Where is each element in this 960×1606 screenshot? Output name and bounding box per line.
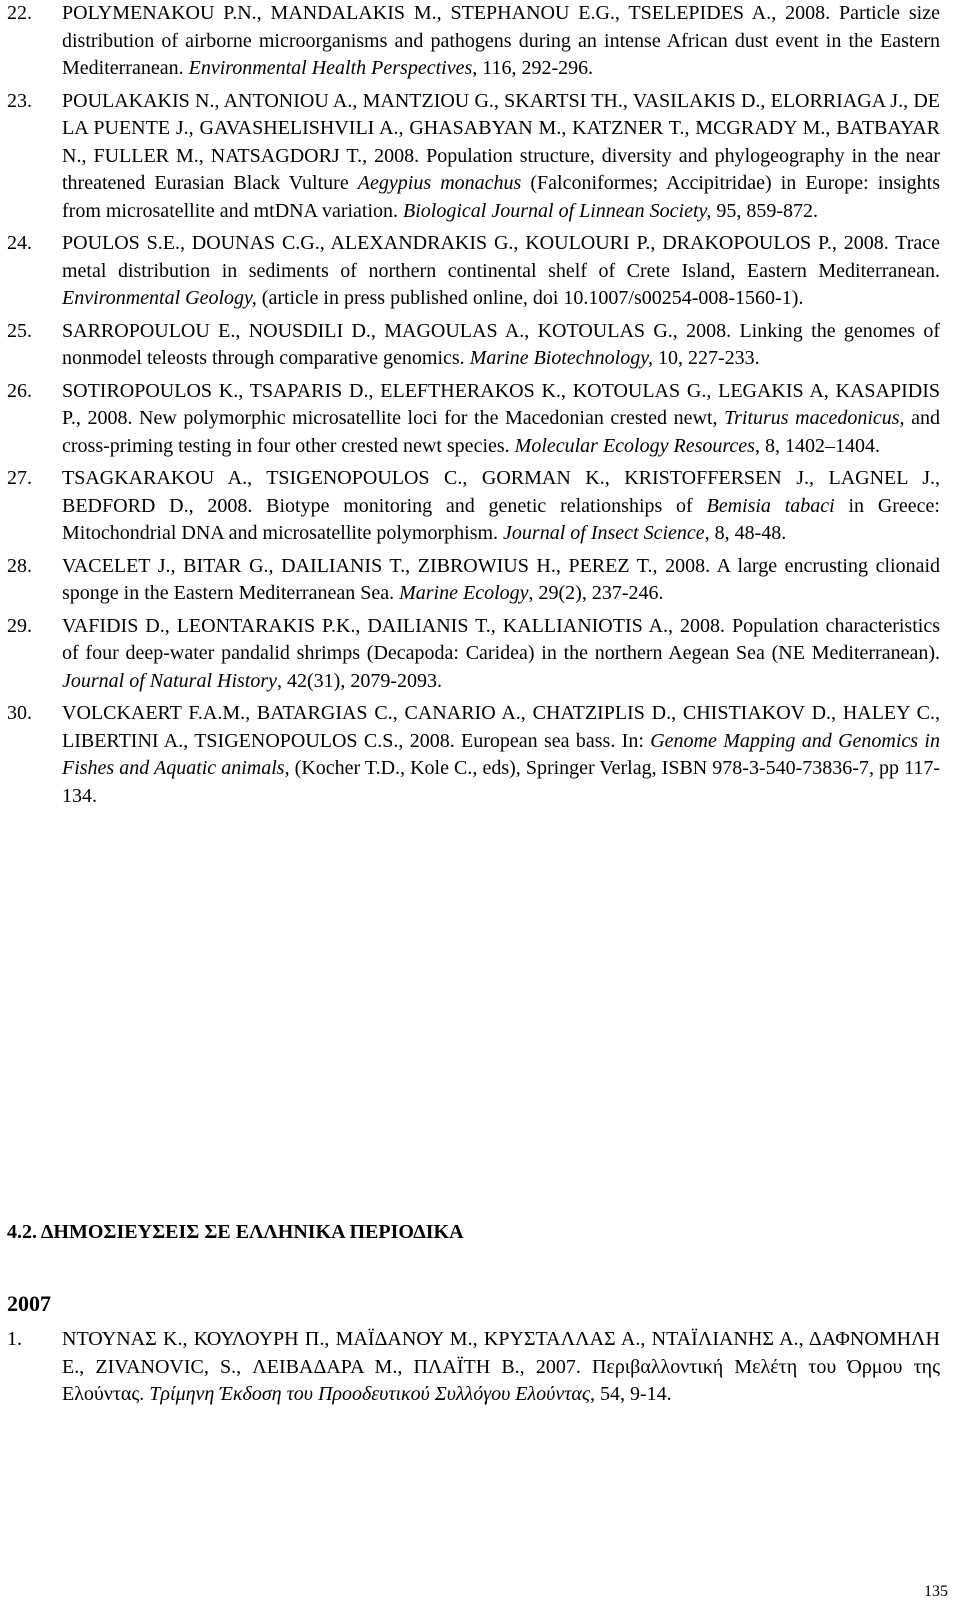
greek-reference-list — [7, 1326, 940, 1414]
reference-text-part: ΝΤΟΥΝΑΣ Κ., ΚΟΥΛΟΥΡΗ Π., ΜΑΪΔΑΝΟΥ Μ., ΚΡΥΣΤΑΛΛΑΣ Α., ΝΤΑΪΛΙΑΝΗΣ Α., ΔΑΦΝΟΜΗΛΗ Ε., ZIVANOVIC, S., ΛΕΙΒΑΔΑΡΑ Μ., ΠΛΑΪΤΗ Β., 2007. Περιβαλλοντική Μελέτη του Όρμου της Ελούντας. — [62, 1328, 940, 1405]
reference-text-part: VACELET J., BITAR G., DAILIANIS T., ZIBROWIUS H., PEREZ T., 2008. A large encrusting clionaid sponge in the Eastern Mediterranean Sea. — [62, 554, 940, 604]
reference-text-part: , and cross-priming testing in four other crested newt species. — [62, 407, 940, 457]
reference-text-part: VOLCKAERT F.A.M., BATARGIAS C., CANARIO A., CHATZIPLIS D., CHISTIAKOV D., HALEY C., LIBERTINI A., TSIGENOPOULOS C.S., 2008. European sea bass. In: — [62, 702, 940, 752]
reference-text-part: VAFIDIS D., LEONTARAKIS P.K., DAILIANIS T., KALLIANIOTIS A., 2008. Population characteristics of four deep-water pandalid shrimps (Decapoda: Caridea) in the northern Aegean Sea (NE Mediterranean). — [62, 614, 940, 664]
reference-italic-text: Τρίμηνη Έκδοση του Προοδευτικού Συλλόγου Ελούντας — [149, 1383, 590, 1405]
reference-item — [7, 0, 940, 83]
reference-text — [62, 88, 940, 226]
reference-text — [62, 553, 940, 608]
reference-number: 30. — [7, 702, 32, 724]
reference-italic-text: Marine Ecology — [399, 582, 529, 604]
reference-text — [62, 230, 940, 313]
reference-text — [62, 0, 940, 83]
section-heading: 4.2. ΔΗΜΟΣΙΕΥΣΕΙΣ ΣΕ ΕΛΛΗΝΙΚΑ ΠΕΡΙΟΔΙΚΑ — [7, 1221, 464, 1243]
reference-italic-text: Biological Journal of Linnean Society, — [403, 199, 712, 222]
reference-italic-text: Triturus macedonicus — [724, 407, 900, 429]
reference-text-part: SOTIROPOULOS K., TSAPARIS D., ELEFTHERAKOS K., KOTOULAS G., LEGAKIS A, KASAPIDIS P., 2008. New polymorphic microsatellite loci for the Macedonian crested newt, — [62, 379, 940, 429]
reference-text-part: , 29(2), 237-246. — [528, 582, 664, 604]
page-number: 135 — [924, 1583, 948, 1600]
reference-text-part: SARROPOULOU E., NOUSDILI D., MAGOULAS A., KOTOULAS G., 2008. Linking the genomes of nonmodel teleosts through comparative genomics. — [62, 319, 940, 369]
reference-italic-text: Journal of Insect Science — [503, 522, 705, 544]
reference-number: 1. — [7, 1328, 22, 1350]
reference-item — [7, 230, 940, 313]
reference-text-part: , 8, 1402–1404. — [754, 434, 880, 457]
reference-text-part: , 116, 292-296. — [472, 57, 594, 79]
reference-italic-text: Bemisia tabaci — [706, 494, 835, 517]
reference-italic-text: Environmental Geology, — [62, 287, 257, 309]
reference-text-part: , 8, 48-48. — [704, 522, 787, 544]
reference-text — [62, 465, 940, 548]
reference-italic-text: Molecular Ecology Resources — [514, 434, 755, 457]
reference-item — [7, 613, 940, 696]
reference-text — [62, 613, 940, 696]
reference-text-part: POLYMENAKOU P.N., MANDALAKIS M., STEPHANOU E.G., TSELEPIDES A., 2008. Particle size distribution of airborne microorganisms and pathogens during an intense African dust event in the Eastern Mediterranean. — [62, 2, 940, 79]
reference-text-part: POULAKAKIS N., ANTONIOU A., MANTZIOU G., SKARTSI TH., VASILAKIS D., ELORRIAGA J., DE LA PUENTE J., GAVASHELISHVILI A., GHASABYAN M., KATZNER T., MCGRADY M., BATBAYAR N., FULLER M., NATSAGDORJ T., 2008. Population structure, diversity and phylogeography in the near threatened Eurasian Black Vulture — [62, 89, 940, 194]
reference-text — [62, 378, 940, 461]
reference-italic-text: Journal of Natural History — [62, 669, 278, 692]
reference-italic-text: Marine Biotechnology, — [469, 347, 653, 369]
reference-text-part: 95, 859-872. — [711, 199, 818, 222]
reference-number: 29. — [7, 614, 32, 637]
reference-text — [62, 318, 940, 373]
reference-number: 23. — [7, 89, 32, 112]
year-heading: 2007 — [7, 1291, 51, 1316]
reference-text-part: , 54, 9-14. — [590, 1383, 672, 1405]
reference-number: 27. — [7, 467, 32, 489]
reference-text — [62, 1326, 940, 1409]
reference-list — [7, 0, 940, 815]
reference-text-part: TSAGKARAKOU A., TSIGENOPOULOS C., GORMAN K., KRISTOFFERSEN J., LAGNEL J., BEDFORD D., 2008. Biotype monitoring and genetic relationships of — [62, 467, 940, 517]
reference-item — [7, 318, 940, 373]
reference-item — [7, 1326, 940, 1409]
reference-italic-text: Genome Mapping and Genomics in Fishes and Aquatic animals — [62, 729, 940, 779]
reference-number: 25. — [7, 319, 32, 342]
reference-text — [62, 700, 940, 810]
reference-text-part: in Greece: Mitochondrial DNA and microsatellite polymorphism. — [62, 494, 940, 544]
reference-item — [7, 553, 940, 608]
reference-text-part: (Falconiformes; Accipitridae) in Europe: insights from microsatellite and mtDNA variation. — [62, 172, 941, 222]
reference-item — [7, 465, 940, 548]
reference-item — [7, 378, 940, 461]
reference-number: 22. — [7, 2, 32, 24]
reference-text-part: 10, 227-233. — [652, 347, 760, 369]
reference-number: 24. — [7, 232, 32, 254]
reference-number: 26. — [7, 379, 32, 402]
reference-text-part: POULOS S.E., DOUNAS C.G., ALEXANDRAKIS G., KOULOURI P., DRAKOPOULOS P., 2008. Trace metal distribution in sediments of northern continental shelf of Crete Island, Eastern Mediterranean. — [62, 232, 940, 282]
reference-text-part: (article in press published online, doi 10.1007/s00254-008-1560-1). — [256, 287, 804, 309]
reference-text-part: , (Kocher T.D., Kole C., eds), Springer Verlag, ISBN 978-3-540-73836-7, pp 117-134. — [62, 757, 940, 807]
reference-number: 28. — [7, 554, 32, 577]
reference-item — [7, 700, 940, 810]
reference-text-part: , 42(31), 2079-2093. — [277, 669, 442, 692]
reference-italic-text: Environmental Health Perspectives — [188, 57, 473, 79]
reference-item — [7, 88, 940, 226]
reference-italic-text: Aegypius monachus — [357, 172, 522, 194]
